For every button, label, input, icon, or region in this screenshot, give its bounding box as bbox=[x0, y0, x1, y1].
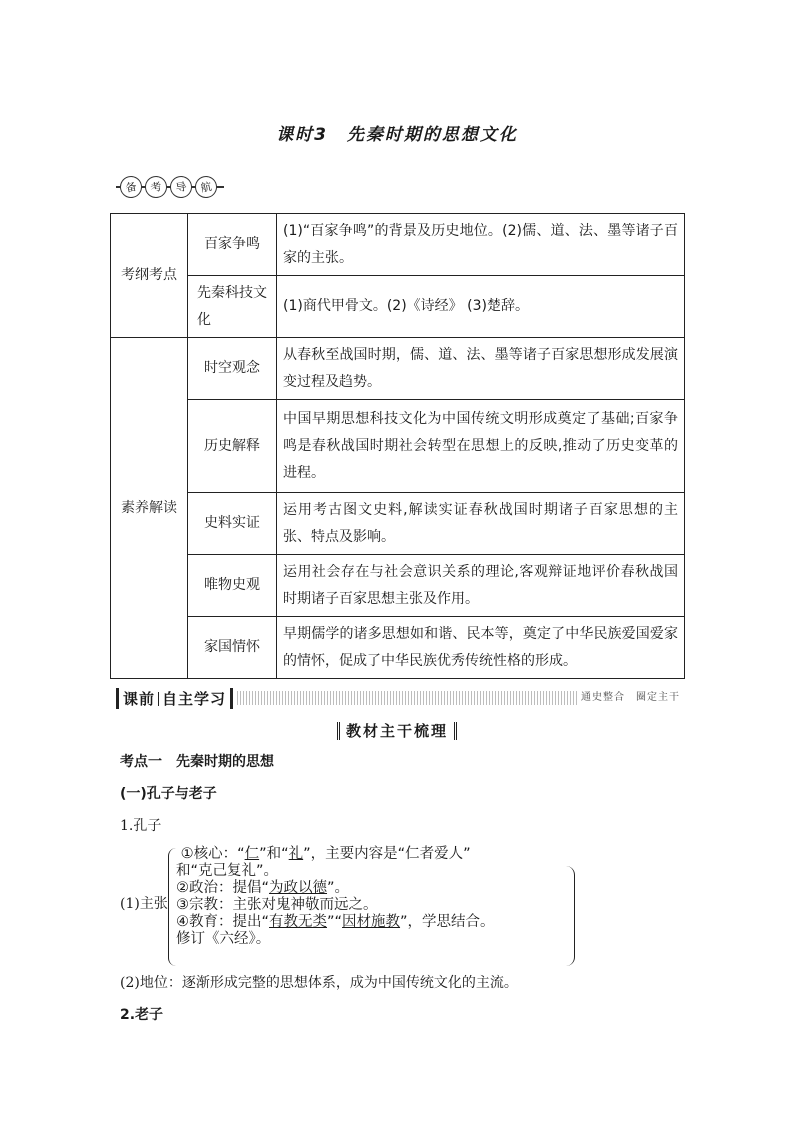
table-row bbox=[111, 555, 685, 617]
sub-cell bbox=[188, 214, 277, 276]
table-row bbox=[111, 338, 685, 400]
section-banner bbox=[116, 688, 684, 708]
badge-char: 航 bbox=[193, 174, 219, 200]
list-item: 和“克己复礼”。 bbox=[176, 863, 279, 879]
sub-label: 百家争鸣 bbox=[204, 236, 260, 252]
section-label-b: 自主学习 bbox=[162, 689, 227, 708]
table-row bbox=[111, 493, 685, 555]
claims-label: (1)主张 bbox=[120, 896, 168, 912]
underlined-term: 因材施教 bbox=[342, 914, 401, 930]
table-row bbox=[111, 617, 685, 679]
sub-cell bbox=[188, 400, 277, 493]
guide-table bbox=[110, 213, 685, 679]
part-heading: (一)孔子与老子 bbox=[120, 786, 217, 802]
list-item: ②政治：提倡“为政以德”。 bbox=[176, 880, 350, 896]
desc-cell: 中国早期思想科技文化为中国传统文明形成奠定了基础;百家争鸣是春秋战国时期社会转型在思想上的反映,推动了历史变革的进程。 bbox=[277, 400, 685, 493]
badge-char: 备 bbox=[118, 174, 144, 200]
sub-cell bbox=[188, 493, 277, 555]
underlined-term: 为政以德 bbox=[269, 880, 328, 896]
item-heading: 2.老子 bbox=[120, 1007, 164, 1023]
sub-heading-text: 教材主干梳理 bbox=[337, 722, 457, 740]
item-heading bbox=[120, 816, 161, 836]
sub-label: 唯物史观 bbox=[204, 577, 260, 593]
list-item: ③宗教：主张对鬼神敬而远之。 bbox=[176, 897, 378, 913]
section-tagline: 通史整合 圈定主干 bbox=[577, 690, 684, 706]
badge-char: 考 bbox=[143, 174, 169, 200]
divider bbox=[158, 692, 159, 706]
sub-label: 家国情怀 bbox=[204, 639, 260, 655]
section-label-a: 课前 bbox=[123, 689, 156, 708]
category-cell: 考纲考点 bbox=[111, 214, 188, 338]
right-brace bbox=[566, 866, 575, 966]
sub-label: 先秦科技文化 bbox=[197, 284, 267, 328]
status-line: (2)地位：逐渐形成完整的思想体系，成为中国传统文化的主流。 bbox=[120, 975, 518, 991]
desc-cell: 早期儒学的诸多思想如和谐、民本等，奠定了中华民族爱国爱家的情怀，促成了中华民族优秀传统性格的形成。 bbox=[277, 617, 685, 679]
item-heading-text: 1.孔子 bbox=[120, 818, 162, 834]
page-title: 课时3 先秦时期的思想文化 bbox=[276, 125, 518, 145]
sub-heading bbox=[0, 720, 794, 741]
underlined-term: 仁 bbox=[244, 846, 260, 862]
table-row bbox=[111, 214, 685, 276]
desc-cell: (1)“百家争鸣”的背景及历史地位。(2)儒、道、法、墨等诸子百家的主张。 bbox=[277, 214, 685, 276]
underlined-term: 有教无类 bbox=[269, 914, 328, 930]
desc-cell: 从春秋至战国时期，儒、道、法、墨等诸子百家思想形成发展演变过程及趋势。 bbox=[277, 338, 685, 400]
desc-cell: 运用社会存在与社会意识关系的理论,客观辩证地评价春秋战国时期诸子百家思想主张及作用。 bbox=[277, 555, 685, 617]
section-label bbox=[116, 688, 233, 709]
list-item: ①核心：“仁”和“礼”，主要内容是“仁者爱人” bbox=[180, 846, 471, 862]
desc-cell: 运用考古图文史料,解读实证春秋战国时期诸子百家思想的主张、特点及影响。 bbox=[277, 493, 685, 555]
list-item: ④教育：提出“有教无类”“因材施教”，学思结合。 bbox=[176, 914, 495, 930]
exam-guide-badge bbox=[120, 176, 220, 198]
sub-label: 时空观念 bbox=[204, 360, 260, 376]
category-cell: 素养解读 bbox=[111, 338, 188, 679]
sub-label: 史料实证 bbox=[204, 515, 260, 531]
sub-cell bbox=[188, 338, 277, 400]
sub-cell bbox=[188, 276, 277, 338]
sub-cell bbox=[188, 555, 277, 617]
section-banner-fill bbox=[237, 691, 684, 705]
underlined-term: 礼 bbox=[288, 846, 304, 862]
sub-cell bbox=[188, 617, 277, 679]
table-row bbox=[111, 400, 685, 493]
claims-list bbox=[176, 846, 495, 948]
badge-char: 导 bbox=[168, 174, 194, 200]
sub-label: 历史解释 bbox=[204, 437, 260, 454]
table-row bbox=[111, 276, 685, 338]
desc-cell: (1)商代甲骨文。(2)《诗经》 (3)楚辞。 bbox=[277, 276, 685, 338]
list-item: 修订《六经》。 bbox=[176, 931, 271, 947]
topic-heading: 考点一 先秦时期的思想 bbox=[120, 754, 274, 770]
